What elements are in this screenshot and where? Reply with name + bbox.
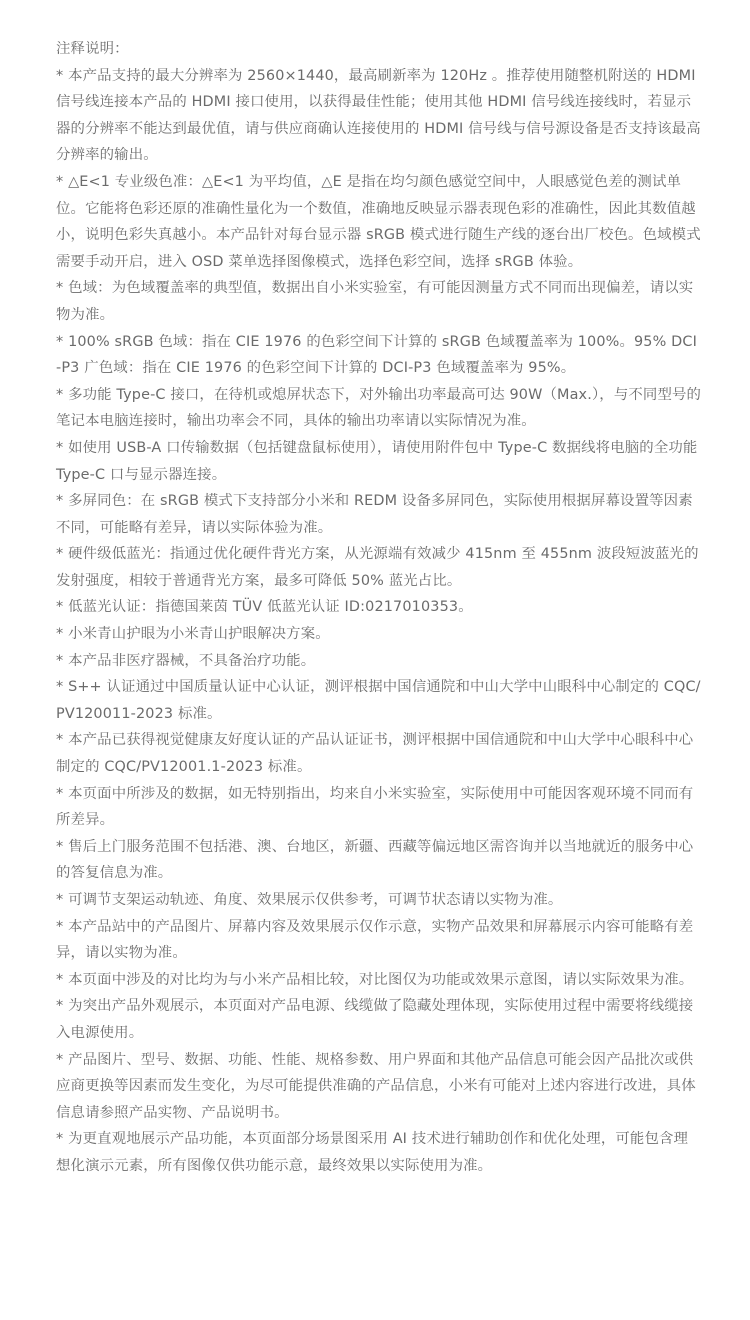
- footnotes-section: [56, 36, 702, 1180]
- footnote-multi-screen-color: * 多屏同色：在 sRGB 模式下支持部分小米和 REDM 设备多屏同色，实际使用根据屏幕设置等因素不同，可能略有差异，请以实际体验为准。: [56, 493, 693, 536]
- footnote-comparison: * 本页面中涉及的对比均为与小米产品相比较，对比图仅为功能或效果示意图，请以实际效果为准。: [56, 971, 694, 988]
- footnote-onsite-service: * 售后上门服务范围不包括港、澳、台地区，新疆、西藏等偏远地区需咨询并以当地就近的服务中心的答复信息为准。: [56, 838, 694, 882]
- footnote-ai-images: * 为更直观地展示产品功能，本页面部分场景图采用 AI 技术进行辅助创作和优化处理，可能包含理想化演示元素，所有图像仅供功能示意，最终效果以实际使用为准。: [56, 1131, 689, 1174]
- footnote-visual-health-certificate: * 本产品已获得视觉健康友好度认证的产品认证证书，测评根据中国信通院和中山大学中心眼科中心制定的 CQC/PV12001.1-2023 标准。: [56, 732, 694, 776]
- footnote-type-c-port: * 多功能 Type-C 接口，在待机或熄屏状态下，对外输出功率最高可达 90W（Max.），与不同型号的笔记本电脑连接时，输出功率会不同，具体的输出功率请以实际情况为准。: [56, 386, 702, 430]
- footnote-lab-data: * 本页面中所涉及的数据，如无特别指出，均来自小米实验室，实际使用中可能因客观环境不同而有所差异。: [56, 785, 694, 829]
- footnote-resolution: * 本产品支持的最大分辨率为 2560×1440，最高刷新率为 120Hz 。推荐使用随整机附送的 HDMI 信号线连接本产品的 HDMI 接口使用，以获得最佳性能；使用其他 HDMI 信号线连接线时，若显示器的分辨率不能达到最优值，请与供应商确认连接使用的 HDMI 信号线与信号源设备是否支持该最高分辨率的输出。: [56, 67, 701, 164]
- footnotes-title: 注释说明：: [56, 41, 129, 57]
- footnote-adjustable-stand: * 可调节支架运动轨迹、角度、效果展示仅供参考，可调节状态请以实物为准。: [56, 892, 563, 908]
- footnote-product-info-changes: * 产品图片、型号、数据、功能、性能、规格参数、用户界面和其他产品信息可能会因产品批次或供应商更换等因素而发生变化，为尽可能提供准确的产品信息，小米有可能对上述内容进行改进，具体信息请参照产品实物、产品说明书。: [56, 1051, 696, 1121]
- footnote-product-images: * 本产品站中的产品图片、屏幕内容及效果展示仅作示意，实物产品效果和屏幕展示内容可能略有差异，请以实物为准。: [56, 918, 694, 962]
- footnote-color-gamut: * 色域：为色域覆盖率的典型值，数据出自小米实验室，有可能因测量方式不同而出现偏差，请以实物为准。: [56, 280, 694, 323]
- footnote-srgb-dci-p3: * 100% sRGB 色域：指在 CIE 1976 的色彩空间下计算的 sRGB 色域覆盖率为 100%。95% DCI-P3 广色域：指在 CIE 1976 的色彩空间下计算的 DCI-P3 色域覆盖率为 95%。: [56, 333, 697, 377]
- footnote-low-blue-light-certification: * 低蓝光认证：指德国莱茵 TÜV 低蓝光认证 ID:0217010353。: [56, 599, 473, 616]
- footnote-not-medical-device: * 本产品非医疗器械，不具备治疗功能。: [56, 652, 316, 669]
- footnote-hardware-low-blue-light: * 硬件级低蓝光：指通过优化硬件背光方案，从光源端有效减少 415nm 至 455nm 波段短波蓝光的发射强度，相较于普通背光方案，最多可降低 50% 蓝光占比。: [56, 546, 699, 589]
- footnote-delta-e: * △E<1 专业级色准：△E<1 为平均值，△E 是指在均匀颜色感觉空间中，人眼感觉色差的测试单位。它能将色彩还原的准确性量化为一个数值，准确地反映显示器表现色彩的准确性，因此其数值越小，说明色彩失真越小。本产品针对每台显示器 sRGB 模式进行随生产线的逐台出厂校色。色域模式需要手动开启，进入 OSD 菜单选择图像模式，选择色彩空间，选择 sRGB 体验。: [56, 173, 701, 270]
- footnote-cables-hidden: * 为突出产品外观展示，本页面对产品电源、线缆做了隐藏处理体现，实际使用过程中需要将线缆接入电源使用。: [56, 998, 694, 1041]
- footnote-s-plus-plus-certification: * S++ 认证通过中国质量认证中心认证，测评根据中国信通院和中山大学中山眼科中心制定的 CQC/PV120011-2023 标准。: [56, 679, 701, 722]
- footnote-usb-a: * 如使用 USB-A 口传输数据（包括键盘鼠标使用），请使用附件包中 Type-C 数据线将电脑的全功能 Type-C 口与显示器连接。: [56, 439, 698, 483]
- footnote-eye-care: * 小米青山护眼为小米青山护眼解决方案。: [56, 626, 330, 643]
